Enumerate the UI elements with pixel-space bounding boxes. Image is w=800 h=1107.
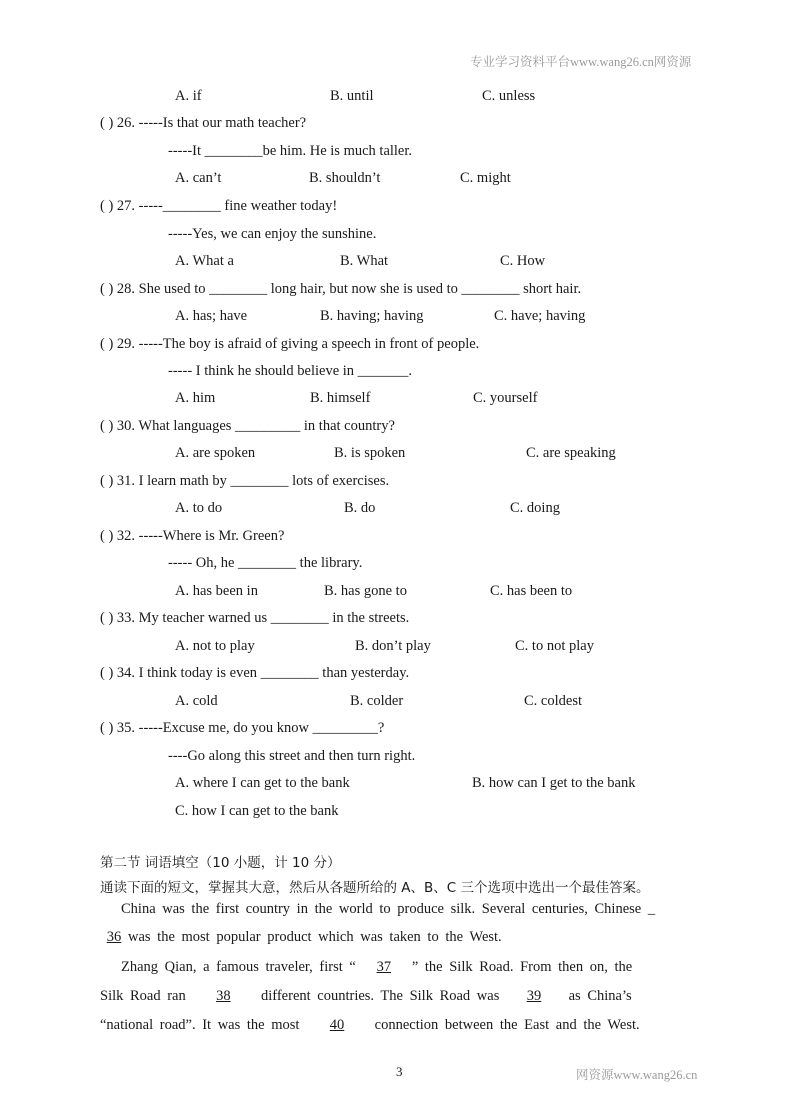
passage-text: connection between the East and the West. (374, 1017, 640, 1033)
q35-answer-line: ----Go along this street and then turn right. (168, 748, 416, 764)
passage-line-1 (121, 901, 655, 918)
q27-option-a: A. What a (175, 253, 234, 269)
q27-question: ( ) 27. -----________ fine weather today! (100, 198, 338, 214)
q28-option-c: C. have; having (494, 308, 586, 324)
passage-text: as China’s (568, 988, 632, 1004)
q29-answer-line: ----- I think he should believe in _______. (168, 363, 413, 379)
q27-option-c: C. How (500, 253, 546, 269)
q33-option-c: C. to not play (515, 638, 594, 654)
passage-text: Zhang Qian, a famous traveler, first “ (121, 959, 356, 975)
q35-option-b: B. how can I get to the bank (472, 775, 636, 791)
blank-36: 36 (106, 929, 122, 945)
passage-line-3 (121, 959, 632, 976)
q28-option-b: B. having; having (320, 308, 424, 324)
q26-answer-line: -----It ________be him. He is much taller. (168, 143, 413, 159)
blank-38: 38 (216, 988, 231, 1004)
q30-option-b: B. is spoken (334, 445, 406, 461)
passage-text: different countries. The Silk Road was (261, 988, 500, 1004)
q25-option-a: A. if (175, 88, 202, 104)
q29-option-a: A. him (175, 390, 216, 406)
passage-text: Silk Road ran (100, 988, 186, 1004)
q28-option-a: A. has; have (175, 308, 248, 324)
passage-text: was the most popular product which was taken to the West. (128, 929, 502, 945)
q27-answer-line: -----Yes, we can enjoy the sunshine. (168, 226, 377, 242)
blank-40: 40 (329, 1017, 345, 1033)
q26-option-a: A. can’t (175, 170, 222, 186)
blank-39: 39 (526, 988, 542, 1004)
passage-line-2 (100, 929, 502, 946)
q27-option-b: B. What (340, 253, 389, 269)
q31-option-a: A. to do (175, 500, 223, 516)
passage-text: ” the Silk Road. From then on, the (411, 959, 633, 975)
passage-line-5 (100, 1017, 640, 1034)
q25-option-b: B. until (330, 88, 374, 104)
section-title: 第二节 词语填空（10 小题，计 10 分） (100, 855, 341, 871)
q30-option-c: C. are speaking (526, 445, 616, 461)
q34-option-c: C. coldest (524, 693, 582, 709)
q35-option-a: A. where I can get to the bank (175, 775, 350, 791)
q25-option-c: C. unless (482, 88, 536, 104)
q29-question: ( ) 29. -----The boy is afraid of giving a speech in front of people. (100, 336, 480, 352)
q32-option-c: C. has been to (490, 583, 573, 599)
q32-option-b: B. has gone to (324, 583, 407, 599)
q26-question: ( ) 26. -----Is that our math teacher? (100, 115, 307, 131)
q33-option-b: B. don’t play (355, 638, 431, 654)
footer-watermark: 网资源www.wang26.cn (576, 1068, 698, 1082)
q32-option-a: A. has been in (175, 583, 258, 599)
page-number: 3 (396, 1064, 403, 1079)
q32-question: ( ) 32. -----Where is Mr. Green? (100, 528, 285, 544)
q26-option-b: B. shouldn’t (309, 170, 381, 186)
section-instructions: 通读下面的短文，掌握其大意，然后从各题所给的 A、B、C 三个选项中选出一个最佳答案。 (100, 880, 650, 896)
q30-option-a: A. are spoken (175, 445, 256, 461)
q33-question: ( ) 33. My teacher warned us ________ in the streets. (100, 610, 410, 626)
q34-option-b: B. colder (350, 693, 404, 709)
q26-option-c: C. might (460, 170, 511, 186)
q34-question: ( ) 34. I think today is even ________ than yesterday. (100, 665, 410, 681)
q35-option-c: C. how I can get to the bank (175, 803, 339, 819)
q30-question: ( ) 30. What languages _________ in that country? (100, 418, 395, 434)
passage-text: China was the first country in the world to produce silk. Several centuries, Chinese (121, 901, 642, 917)
blank-37: 37 (376, 959, 392, 975)
q31-question: ( ) 31. I learn math by ________ lots of exercises. (100, 473, 390, 489)
q33-option-a: A. not to play (175, 638, 255, 654)
blank-36-start: _ (647, 901, 656, 917)
q32-answer-line: ----- Oh, he ________ the library. (168, 555, 363, 571)
q28-question: ( ) 28. She used to ________ long hair, but now she is used to ________ short hair. (100, 281, 582, 297)
q29-option-b: B. himself (310, 390, 371, 406)
passage-line-4 (100, 988, 632, 1005)
passage-text: “national road”. It was the most (100, 1017, 300, 1033)
q35-question: ( ) 35. -----Excuse me, do you know _________? (100, 720, 385, 736)
q31-option-b: B. do (344, 500, 376, 516)
q31-option-c: C. doing (510, 500, 560, 516)
q29-option-c: C. yourself (473, 390, 538, 406)
q34-option-a: A. cold (175, 693, 218, 709)
header-watermark: 专业学习资料平台www.wang26.cn网资源 (470, 55, 692, 69)
